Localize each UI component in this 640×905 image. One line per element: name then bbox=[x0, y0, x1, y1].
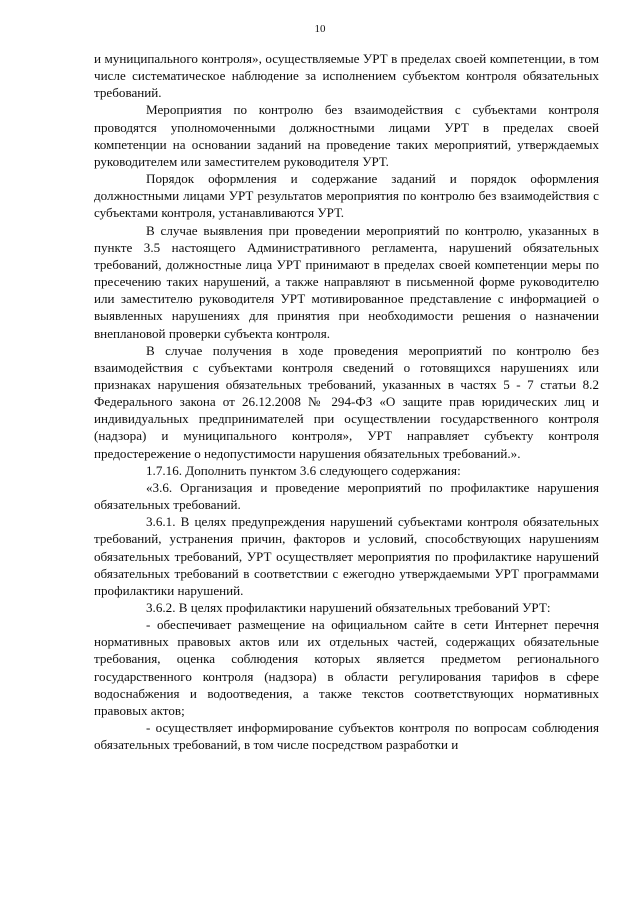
paragraph: В случае выявления при проведении мероприятий по контролю, указанных в пункте 3.5 настоящего Административного регламента, нарушений обязательных требований, должностные лица УРТ принимают в пределах своей компетенции меры по пресечению таких нарушений, а также направляют в письменной форме руководителю или заместителю руководителя УРТ мотивированное представление с информацией о выявленных нарушениях для принятия при необходимости решения о назначении внеплановой проверки субъекта контроля. bbox=[94, 222, 599, 341]
paragraph-continuation: и муниципального контроля», осуществляемые УРТ в пределах своей компетенции, в том числе систематическое наблюдение за исполнением субъектом контроля обязательных требований. bbox=[94, 51, 599, 101]
paragraph-amendment: 1.7.16. Дополнить пунктом 3.6 следующего содержания: bbox=[146, 462, 461, 478]
document-body bbox=[94, 50, 599, 753]
paragraph: 3.6.2. В целях профилактики нарушений обязательных требований УРТ: bbox=[146, 600, 551, 615]
paragraph: 3.6.1. В целях предупреждения нарушений субъектами контроля обязательных требований, устранения причин, факторов и условий, способствующих нарушениям обязательных требований, УРТ осуществляет мероприятия по профилактике нарушений обязательных требований в соответствии с ежегодно утверждаемыми УРТ программами профилактики нарушений. bbox=[94, 514, 599, 598]
paragraph: Мероприятия по контролю без взаимодействия с субъектами контроля проводятся уполномоченными должностными лицами УРТ в пределах своей компетенции на основании заданий на проведение таких мероприятий, утверждаемых руководителем или заместителем руководителя УРТ. bbox=[94, 102, 599, 169]
paragraph: В случае получения в ходе проведения мероприятий по контролю без взаимодействия с субъектами контроля сведений о готовящихся нарушениях или признаках нарушения обязательных требований, указанных в частях 5 - 7 статьи 8.2 Федерального закона от 26.12.2008 № 294-ФЗ «О защите прав юридических лиц и индивидуальных предпринимателей при осуществлении государственного контроля (надзора) и муниципального контроля», УРТ направляет субъекту контроля предостережение о недопустимости нарушения обязательных требований.». bbox=[94, 342, 599, 461]
paragraph: Порядок оформления и содержание заданий и порядок оформления должностными лицами УРТ результатов мероприятия по контролю без взаимодействия с субъектами контроля, устанавливаются УРТ. bbox=[94, 171, 599, 221]
page-number: 10 bbox=[314, 23, 326, 35]
list-item: - обеспечивает размещение на официальном сайте в сети Интернет перечня нормативных правовых актов или их отдельных частей, содержащих обязательные требования, оценка соблюдения которых является предметом регионального государственного контроля (надзора) в области регулирования тарифов в сфере водоснабжения и водоотведения, а также текстов соответствующих нормативных правовых актов; bbox=[94, 617, 599, 718]
list-item: - осуществляет информирование субъектов контроля по вопросам соблюдения обязательных требований, в том числе посредством разработки и bbox=[94, 720, 599, 753]
paragraph-section-heading: «3.6. Организация и проведение мероприятий по профилактике нарушения обязательных требований. bbox=[94, 479, 599, 513]
